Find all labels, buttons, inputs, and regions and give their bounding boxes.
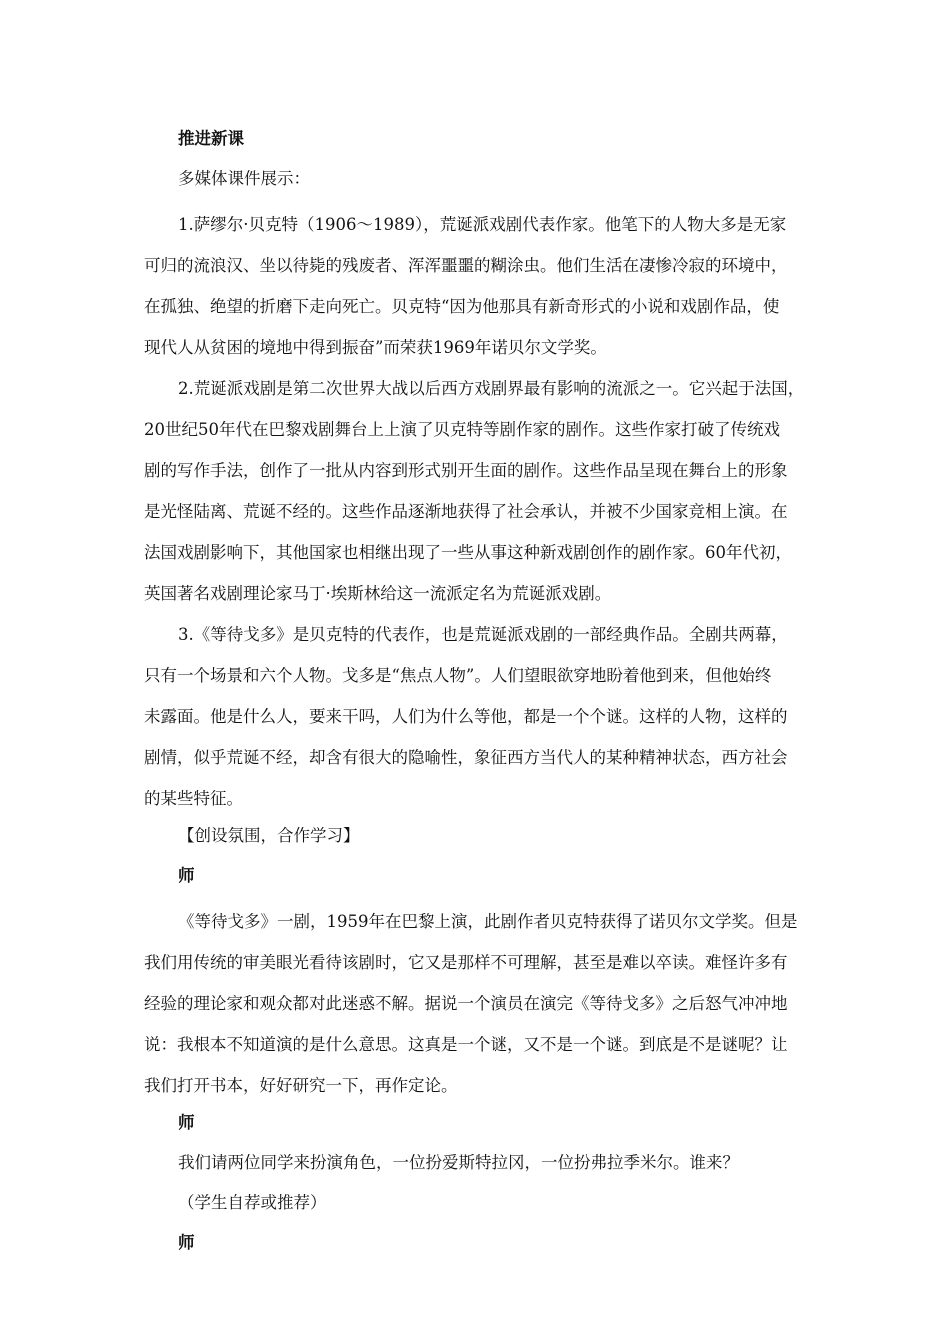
paragraph-item-3	[144, 614, 812, 819]
paragraph-line: 的某些特征。	[144, 789, 243, 808]
paragraph-line: 我们用传统的审美眼光看待该剧时，它又是那样不可理解，甚至是难以卒读。难怪许多有	[144, 953, 788, 972]
paragraph-line: 剧情，似乎荒诞不经，却含有很大的隐喻性，象征西方当代人的某种精神状态，西方社会	[144, 748, 788, 767]
paragraph-line: 法国戏剧影响下，其他国家也相继出现了一些从事这种新戏剧创作的剧作家。60年代初，	[144, 543, 792, 562]
paragraph-line: 未露面。他是什么人，要来干吗，人们为什么等他，都是一个个谜。这样的人物，这样的	[144, 707, 788, 726]
paragraph-line: 1.萨缪尔·贝克特（1906～1989），荒诞派戏剧代表作家。他笔下的人物大多是无家	[178, 215, 787, 234]
document-body	[144, 124, 812, 1258]
paragraph-line: 说：我根本不知道演的是什么意思。这真是一个谜，又不是一个谜。到底是不是谜呢？让	[144, 1035, 788, 1054]
paragraph-line: 是光怪陆离、荒诞不经的。这些作品逐渐地获得了社会承认，并被不少国家竞相上演。在	[144, 502, 788, 521]
paragraph-line: 只有一个场景和六个人物。戈多是“焦点人物”。人们望眼欲穿地盼着他到来，但他始终	[144, 666, 772, 685]
paragraph-line: 经验的理论家和观众都对此迷惑不解。据说一个演员在演完《等待戈多》之后怒气冲冲地	[144, 994, 788, 1013]
paragraph-line: 3.《等待戈多》是贝克特的代表作，也是荒诞派戏剧的一部经典作品。全剧共两幕，	[178, 625, 788, 644]
speaker-teacher: 师	[178, 1233, 195, 1252]
section-label: 【创设氛围，合作学习】	[178, 826, 360, 845]
paragraph-item-1	[144, 204, 812, 368]
paragraph-line: 20世纪50年代在巴黎戏剧舞台上上演了贝克特等剧作家的剧作。这些作家打破了传统戏	[144, 420, 780, 439]
paragraph-line: 英国著名戏剧理论家马丁·埃斯林给这一流派定名为荒诞派戏剧。	[144, 584, 612, 603]
paragraph-line: 2.荒诞派戏剧是第二次世界大战以后西方戏剧界最有影响的流派之一。它兴起于法国，	[178, 379, 805, 398]
multimedia-label: 多媒体课件展示：	[178, 169, 310, 188]
teacher-line: 我们请两位同学来扮演角色，一位扮爱斯特拉冈，一位扮弗拉季米尔。谁来？	[178, 1153, 739, 1172]
paragraph-item-2	[144, 368, 812, 614]
paragraph-line: 《等待戈多》一剧，1959年在巴黎上演，此剧作者贝克特获得了诺贝尔文学奖。但是	[178, 912, 798, 931]
paragraph-line: 可归的流浪汉、坐以待毙的残废者、浑浑噩噩的糊涂虫。他们生活在凄惨冷寂的环境中，	[144, 256, 788, 275]
paragraph-line: 剧的写作手法，创作了一批从内容到形式别开生面的剧作。这些作品呈现在舞台上的形象	[144, 461, 788, 480]
paragraph-line: 在孤独、绝望的折磨下走向死亡。贝克特“因为他那具有新奇形式的小说和戏剧作品，使	[144, 297, 780, 316]
speaker-teacher: 师	[178, 1113, 195, 1132]
paragraph-line: 我们打开书本，好好研究一下，再作定论。	[144, 1076, 458, 1095]
stage-note: （学生自荐或推荐）	[178, 1193, 327, 1212]
heading-new-lesson: 推进新课	[178, 129, 244, 148]
paragraph-line: 现代人从贫困的境地中得到振奋”而荣获1969年诺贝尔文学奖。	[144, 338, 607, 357]
paragraph-teacher-1	[144, 901, 812, 1106]
speaker-teacher: 师	[178, 866, 195, 885]
